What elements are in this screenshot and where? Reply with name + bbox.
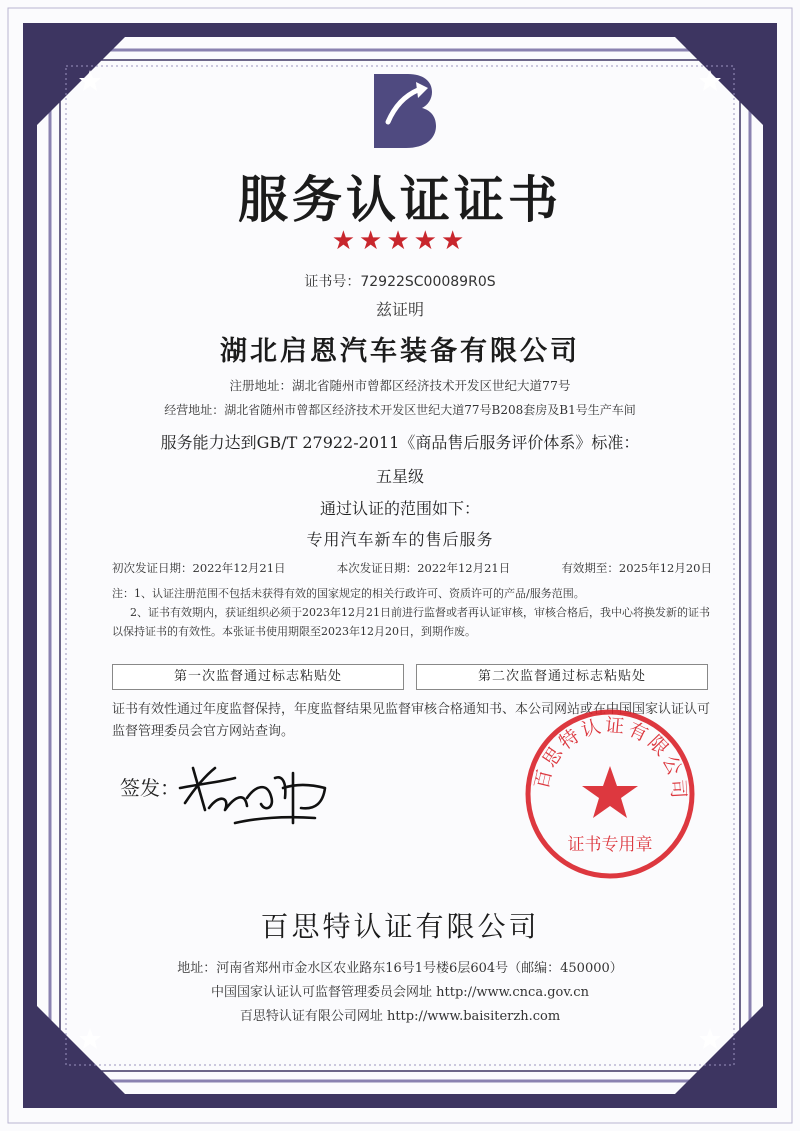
certification-scope: 专用汽车新车的售后服务: [306, 530, 494, 549]
business-address: 经营地址：湖北省随州市曾都区经济技术开发区世纪大道77号B208套房及B1号生产车间: [164, 403, 636, 417]
seal-ring-text: 百思特认证有限公司: [530, 714, 690, 802]
note-1: 注：1、认证注册范围不包括未获得有效的国家规定的相关行政许可、资质许可的产品/服务范围。: [112, 587, 585, 600]
second-supervision-box: 第二次监督通过标志粘贴处: [416, 664, 708, 690]
validity-statement: 证书有效性通过年度监督保持，年度监督结果见监督审核合格通知书、本公司网站或在中国国家认证认可监督管理委员会官方网站查询。: [112, 702, 711, 739]
certificate-number: 证书号：72922SC00089R0S: [304, 274, 496, 290]
issuer-website: 百思特认证有限公司网址 http://www.baisiterzh.com: [239, 1009, 561, 1024]
first-supervision-box: 第一次监督通过标志粘贴处: [112, 664, 404, 690]
official-seal: [520, 704, 700, 884]
scope-title: 通过认证的范围如下：: [319, 499, 480, 518]
supervision-boxes: [112, 664, 708, 690]
cnca-website: 中国国家认证认可监督管理委员会网址 http://www.cnca.gov.cn: [211, 985, 589, 1000]
first-issue-date: 初次发证日期：2022年12月21日: [112, 561, 286, 575]
company-name: 湖北启恩汽车装备有限公司: [220, 336, 580, 367]
this-issue-date: 本次发证日期：2022年12月21日: [336, 561, 511, 575]
valid-until-date: 有效期至：2025年12月20日: [561, 561, 712, 575]
certificate-title: 服务认证证书: [238, 171, 562, 229]
note-2: 2、证书有效期内，获证组织必须于2023年12月21日前进行监督或者再认证审核，审核合格后，我中心将换发新的证书以保持证书的有效性。本张证书使用期限至2023年12月20日，到期作废。: [112, 606, 710, 638]
registered-address: 注册地址：湖北省随州市曾都区经济技术开发区世纪大道77号: [229, 378, 571, 393]
seal-star-icon: [582, 766, 638, 818]
five-star-rating: ★★★★★: [331, 226, 469, 256]
service-level: 五星级: [375, 467, 424, 486]
certify-text: 兹证明: [375, 300, 424, 319]
issuer-address: 地址：河南省郑州市金水区农业路东16号1号楼6层604号（邮编：450000）: [177, 961, 623, 976]
sign-label: 签发：: [120, 776, 180, 800]
seal-bottom-text: 证书专用章: [567, 835, 653, 855]
notes: [112, 584, 718, 641]
issuer-name: 百思特认证有限公司: [260, 910, 540, 943]
issue-dates: [112, 560, 712, 576]
handwritten-signature: [175, 748, 345, 838]
service-standard: 服务能力达到GB/T 27922-2011《商品售后服务评价体系》标准：: [160, 433, 640, 452]
